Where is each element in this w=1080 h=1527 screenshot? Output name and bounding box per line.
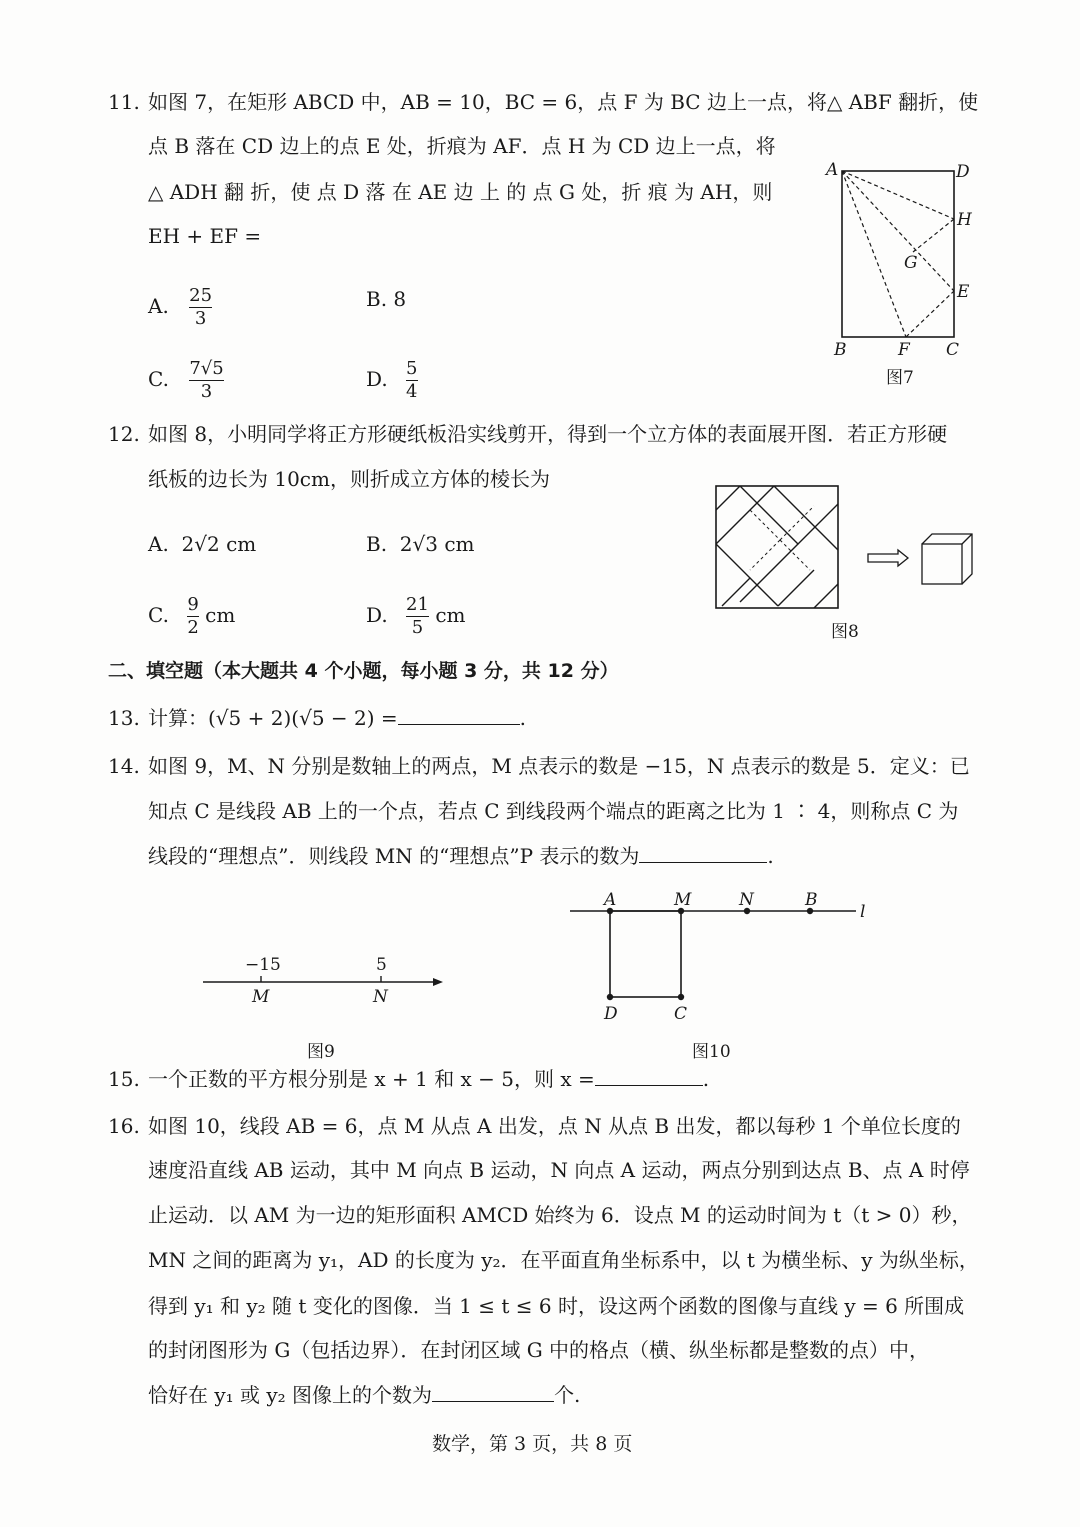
q16-text-line1: 如图 10，线段 AB = 6，点 M 从点 A 出发，点 N 从点 B 出发，都以每秒 1 个单位长度的 [148,1114,961,1138]
question-number: 16. [108,1114,140,1138]
label-n: N [739,890,754,910]
question-number: 14. [108,754,140,778]
label-m: M [674,890,692,910]
question-number: 11. [108,90,140,114]
q12-option-b[interactable]: B. 2√3 cm [366,532,475,556]
q11-option-b[interactable]: B. 8 [366,287,407,311]
figure-7-rectangle-fold [820,155,990,390]
label-e: E [957,282,970,302]
q16-text-line4: MN 之间的距离为 y₁，AD 的长度为 y₂．在平面直角坐标系中，以 t 为横坐标、y 为纵坐标， [148,1248,979,1272]
figure-caption: 图9 [307,1042,335,1062]
page-footer: 数学，第 3 页，共 8 页 [432,1433,633,1455]
n-point-label: N [373,987,388,1007]
label-c: C [674,1004,688,1024]
q12-option-a[interactable]: A. 2√2 cm [148,532,257,556]
answer-blank[interactable] [639,844,767,863]
q16-text-line6: 的封闭图形为 G（包括边界）．在封闭区域 G 中的格点（横、纵坐标都是整数的点）中， [148,1338,930,1362]
figure-caption: 图7 [886,368,914,388]
q11-option-d[interactable]: D. $\frac{5}{4}$ [366,358,418,402]
q16-text-line2: 速度沿直线 AB 运动，其中 M 向点 B 运动，N 向点 A 运动，两点分别到达点 B、点 A 时停 [148,1158,970,1182]
q11-text-line4: EH + EF = [148,224,262,248]
q11-text-line2: 点 B 落在 CD 边上的点 E 处，折痕为 AF．点 H 为 CD 边上一点，将 [148,134,776,158]
q11-option-a[interactable]: A. $\frac{25}{3}$ [148,285,213,329]
question-number: 15. [108,1067,140,1091]
m-value-label: −15 [245,955,281,975]
q13-text: 计算：(√5 + 2)(√5 − 2) = . [148,706,527,730]
q12-option-d[interactable]: D. $\frac{21}{5}$ cm [366,594,466,638]
n-value-label: 5 [376,955,387,975]
q16-text-line7: 恰好在 y₁ 或 y₂ 图像上的个数为 个. [148,1383,581,1407]
q12-option-c[interactable]: C. $\frac{9}{2}$ cm [148,594,236,638]
answer-blank[interactable] [595,1067,703,1086]
label-a: A [604,890,617,910]
answer-blank[interactable] [398,706,520,725]
m-point-label: M [252,987,270,1007]
figure-caption: 图8 [831,622,859,642]
label-c: C [946,340,960,360]
q12-text-line2: 纸板的边长为 10cm，则折成立方体的棱长为 [148,467,550,491]
q11-text-line3: △ ADH 翻 折，使 点 D 落 在 AE 边 上 的 点 G 处，折 痕 为 AH，则 [148,180,773,204]
q11-text-line1: 如图 7，在矩形 ABCD 中，AB = 10，BC = 6，点 F 为 BC 边上一点，将△ ABF 翻折，使 [148,90,979,114]
figure-9-number-line [195,945,455,1065]
figure-caption: 图10 [692,1042,731,1062]
figure-8-cube-net [710,480,980,645]
label-b: B [805,890,818,910]
q14-text-line3: 线段的“理想点”．则线段 MN 的“理想点”P 表示的数为 . [148,844,774,868]
section-heading: 二、填空题（本大题共 4 个小题，每小题 3 分，共 12 分） [108,660,619,682]
question-number: 12. [108,422,140,446]
q16-text-line5: 得到 y₁ 和 y₂ 随 t 变化的图像．当 1 ≤ t ≤ 6 时，设这两个函数的图像与直线 y = 6 所围成 [148,1294,965,1318]
answer-blank[interactable] [432,1383,554,1402]
q15-text: 一个正数的平方根分别是 x + 1 和 x − 5，则 x = . [148,1067,710,1091]
label-h: H [957,210,972,230]
q14-text-line1: 如图 9，M、N 分别是数轴上的两点，M 点表示的数是 −15，N 点表示的数是 5．定义：已 [148,754,970,778]
figure-10-segment-rectangle [560,885,880,1063]
q12-text-line1: 如图 8，小明同学将正方形硬纸板沿实线剪开，得到一个立方体的表面展开图．若正方形硬 [148,422,948,446]
label-g: G [904,253,918,273]
q14-text-line2: 知点 C 是线段 AB 上的一个点，若点 C 到线段两个端点的距离之比为 1 ∶ 4，则称点 C 为 [148,799,959,823]
label-b: B [834,340,847,360]
label-d: D [604,1004,618,1024]
question-number: 13. [108,706,140,730]
label-d: D [956,162,970,182]
label-f: F [898,340,910,360]
label-a: A [826,160,839,180]
q16-text-line3: 止运动．以 AM 为一边的矩形面积 AMCD 始终为 6．设点 M 的运动时间为 t（t > 0）秒， [148,1203,972,1227]
label-l: l [860,902,866,922]
q11-option-c[interactable]: C. $\frac{7√5}{3}$ [148,358,224,402]
